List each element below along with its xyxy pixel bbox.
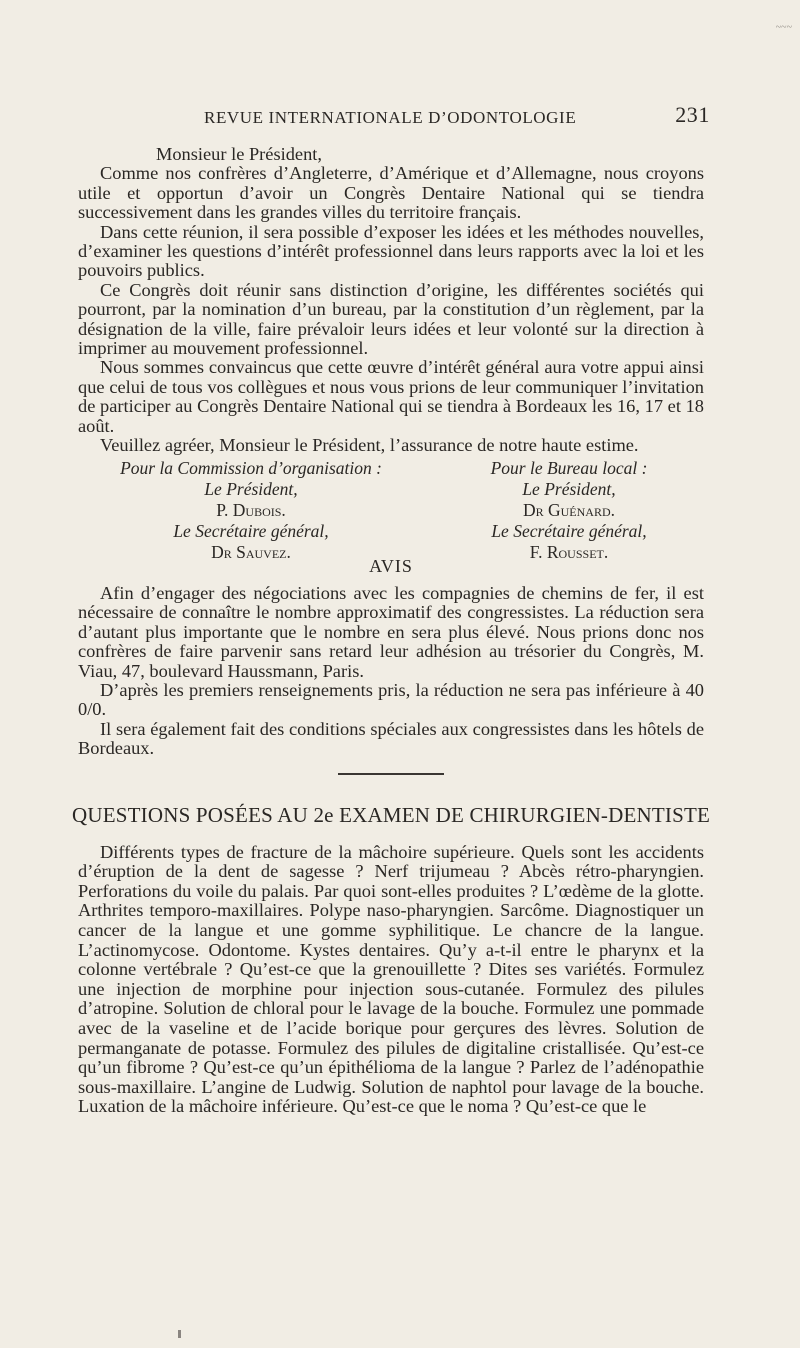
signature-heading: Pour le Bureau local : <box>490 457 648 478</box>
corner-mark: ~~~ <box>775 22 792 33</box>
signature-block <box>78 458 704 563</box>
signature-role: Le Secrétaire général, <box>491 520 647 541</box>
signature-left <box>86 458 416 563</box>
letter-paragraph: Dans cette réunion, il sera possible d’exposer les idées et les méthodes nouvelles, d’examiner les questions d’intérêt professionnel dans leurs rapports avec la loi et les pouvoirs publics. <box>78 221 704 281</box>
letter-paragraph: Comme nos confrères d’Angleterre, d’Amérique et d’Allemagne, nous croyons utile et opportun d’avoir un Congrès Dentaire National qui se tiendra successivement dans les grandes villes du territoire français. <box>78 163 704 223</box>
signature-right <box>434 458 704 563</box>
avis-heading: AVIS <box>369 555 413 576</box>
print-mark <box>178 1330 181 1338</box>
letter-paragraph: Nous sommes convaincus que cette œuvre d’intérêt général aura votre appui ainsi que celui de tous vos collègues et nous vous prions de leur communiquer l’invitation de participer au Congrès Dentaire National qui se tiendra à Bordeaux les 16, 17 et 18 août. <box>78 357 704 436</box>
running-header <box>78 102 710 132</box>
letter-paragraph: Veuillez agréer, Monsieur le Président, l’assurance de notre haute estime. <box>100 435 639 456</box>
page-body <box>72 144 711 1117</box>
signature-role: Le Secrétaire général, <box>173 520 329 541</box>
avis-paragraph: Il sera également fait des conditions spéciales aux congressistes dans les hôtels de Bordeaux. <box>78 718 704 759</box>
running-title: REVUE INTERNATIONALE D’ODONTOLOGIE <box>204 108 577 127</box>
signature-name: Dr Guénard. <box>522 499 616 520</box>
questions-paragraph: Différents types de fracture de la mâchoire supérieure. Quels sont les accidents d’éruption de la dent de sagesse ? Nerf trijumeau ? Abcès rétro-pharyngien. Perforations du voile du palais. Par quoi sont-elles produites ? L’œdème de la glotte. Arthrites temporo-maxillaires. Polype naso-pharyngien. Sarcôme. Diagnostiquer un cancer de la langue et une gomme syphilitique. Le chancre de la langue. L’actinomycose. Odontome. Kystes dentaires. Qu’y a-t-il entre le pharynx et la colonne vertébrale ? Qu’est-ce que la grenouillette ? Dites ses variétés. Formulez une injection de morphine pour injection sous-cutanée. Formulez des pilules d’atropine. Solution de chloral pour le lavage de la bouche. Formulez une pommade avec de la vaseline et de l’acide borique pour gerçures des lèvres. Solution de permanganate de potasse. Formulez des pilules de digitaline cristallisée. Qu’est-ce qu’un fibrome ? Qu’est-ce qu’un épithélioma de la langue ? Parlez de l’adénopathie sous-maxillaire. L’angine de Ludwig. Solution de naphtol pour lavage de la bouche. Luxation de la mâchoire inférieure. Qu’est-ce que le noma ? Qu’est-ce que le <box>78 841 704 1117</box>
section-heading: QUESTIONS POSÉES AU 2e EXAMEN DE CHIRURGIEN-DENTISTE <box>72 802 711 827</box>
letter-paragraph: Ce Congrès doit réunir sans distinction d’origine, les différentes sociétés qui pourront, par la nomination d’un bureau, par la constitution d’un règlement, par la désignation de la ville, faire prévaloir leurs idées et leur volonté sur la direction à imprimer au mouvement professionnel. <box>78 279 704 359</box>
signature-role: Le Président, <box>204 478 298 499</box>
signature-heading: Pour la Commission d’organisation : <box>120 457 382 478</box>
signature-name: P. Dubois. <box>216 499 286 520</box>
signature-name: F. Rousset. <box>529 541 609 562</box>
letter-salutation: Monsieur le Président, <box>156 144 323 164</box>
page-number: 231 <box>675 102 710 127</box>
signature-role: Le Président, <box>522 478 616 499</box>
avis-paragraph: Afin d’engager des négociations avec les compagnies de chemins de fer, il est nécessaire de connaître le nombre approximatif des congressistes. La réduction sera d’autant plus importante que le nombre en sera plus élevé. Nous prions donc nos confrères de faire parvenir sans retard leur adhésion au trésorier du Congrès, M. Viau, 47, boulevard Haussmann, Paris. <box>78 582 704 681</box>
section-divider <box>338 773 444 775</box>
signature-name: Dr Sauvez. <box>211 541 291 562</box>
avis-paragraph: D’après les premiers renseignements pris, la réduction ne sera pas inférieure à 40 0/0. <box>78 679 704 720</box>
